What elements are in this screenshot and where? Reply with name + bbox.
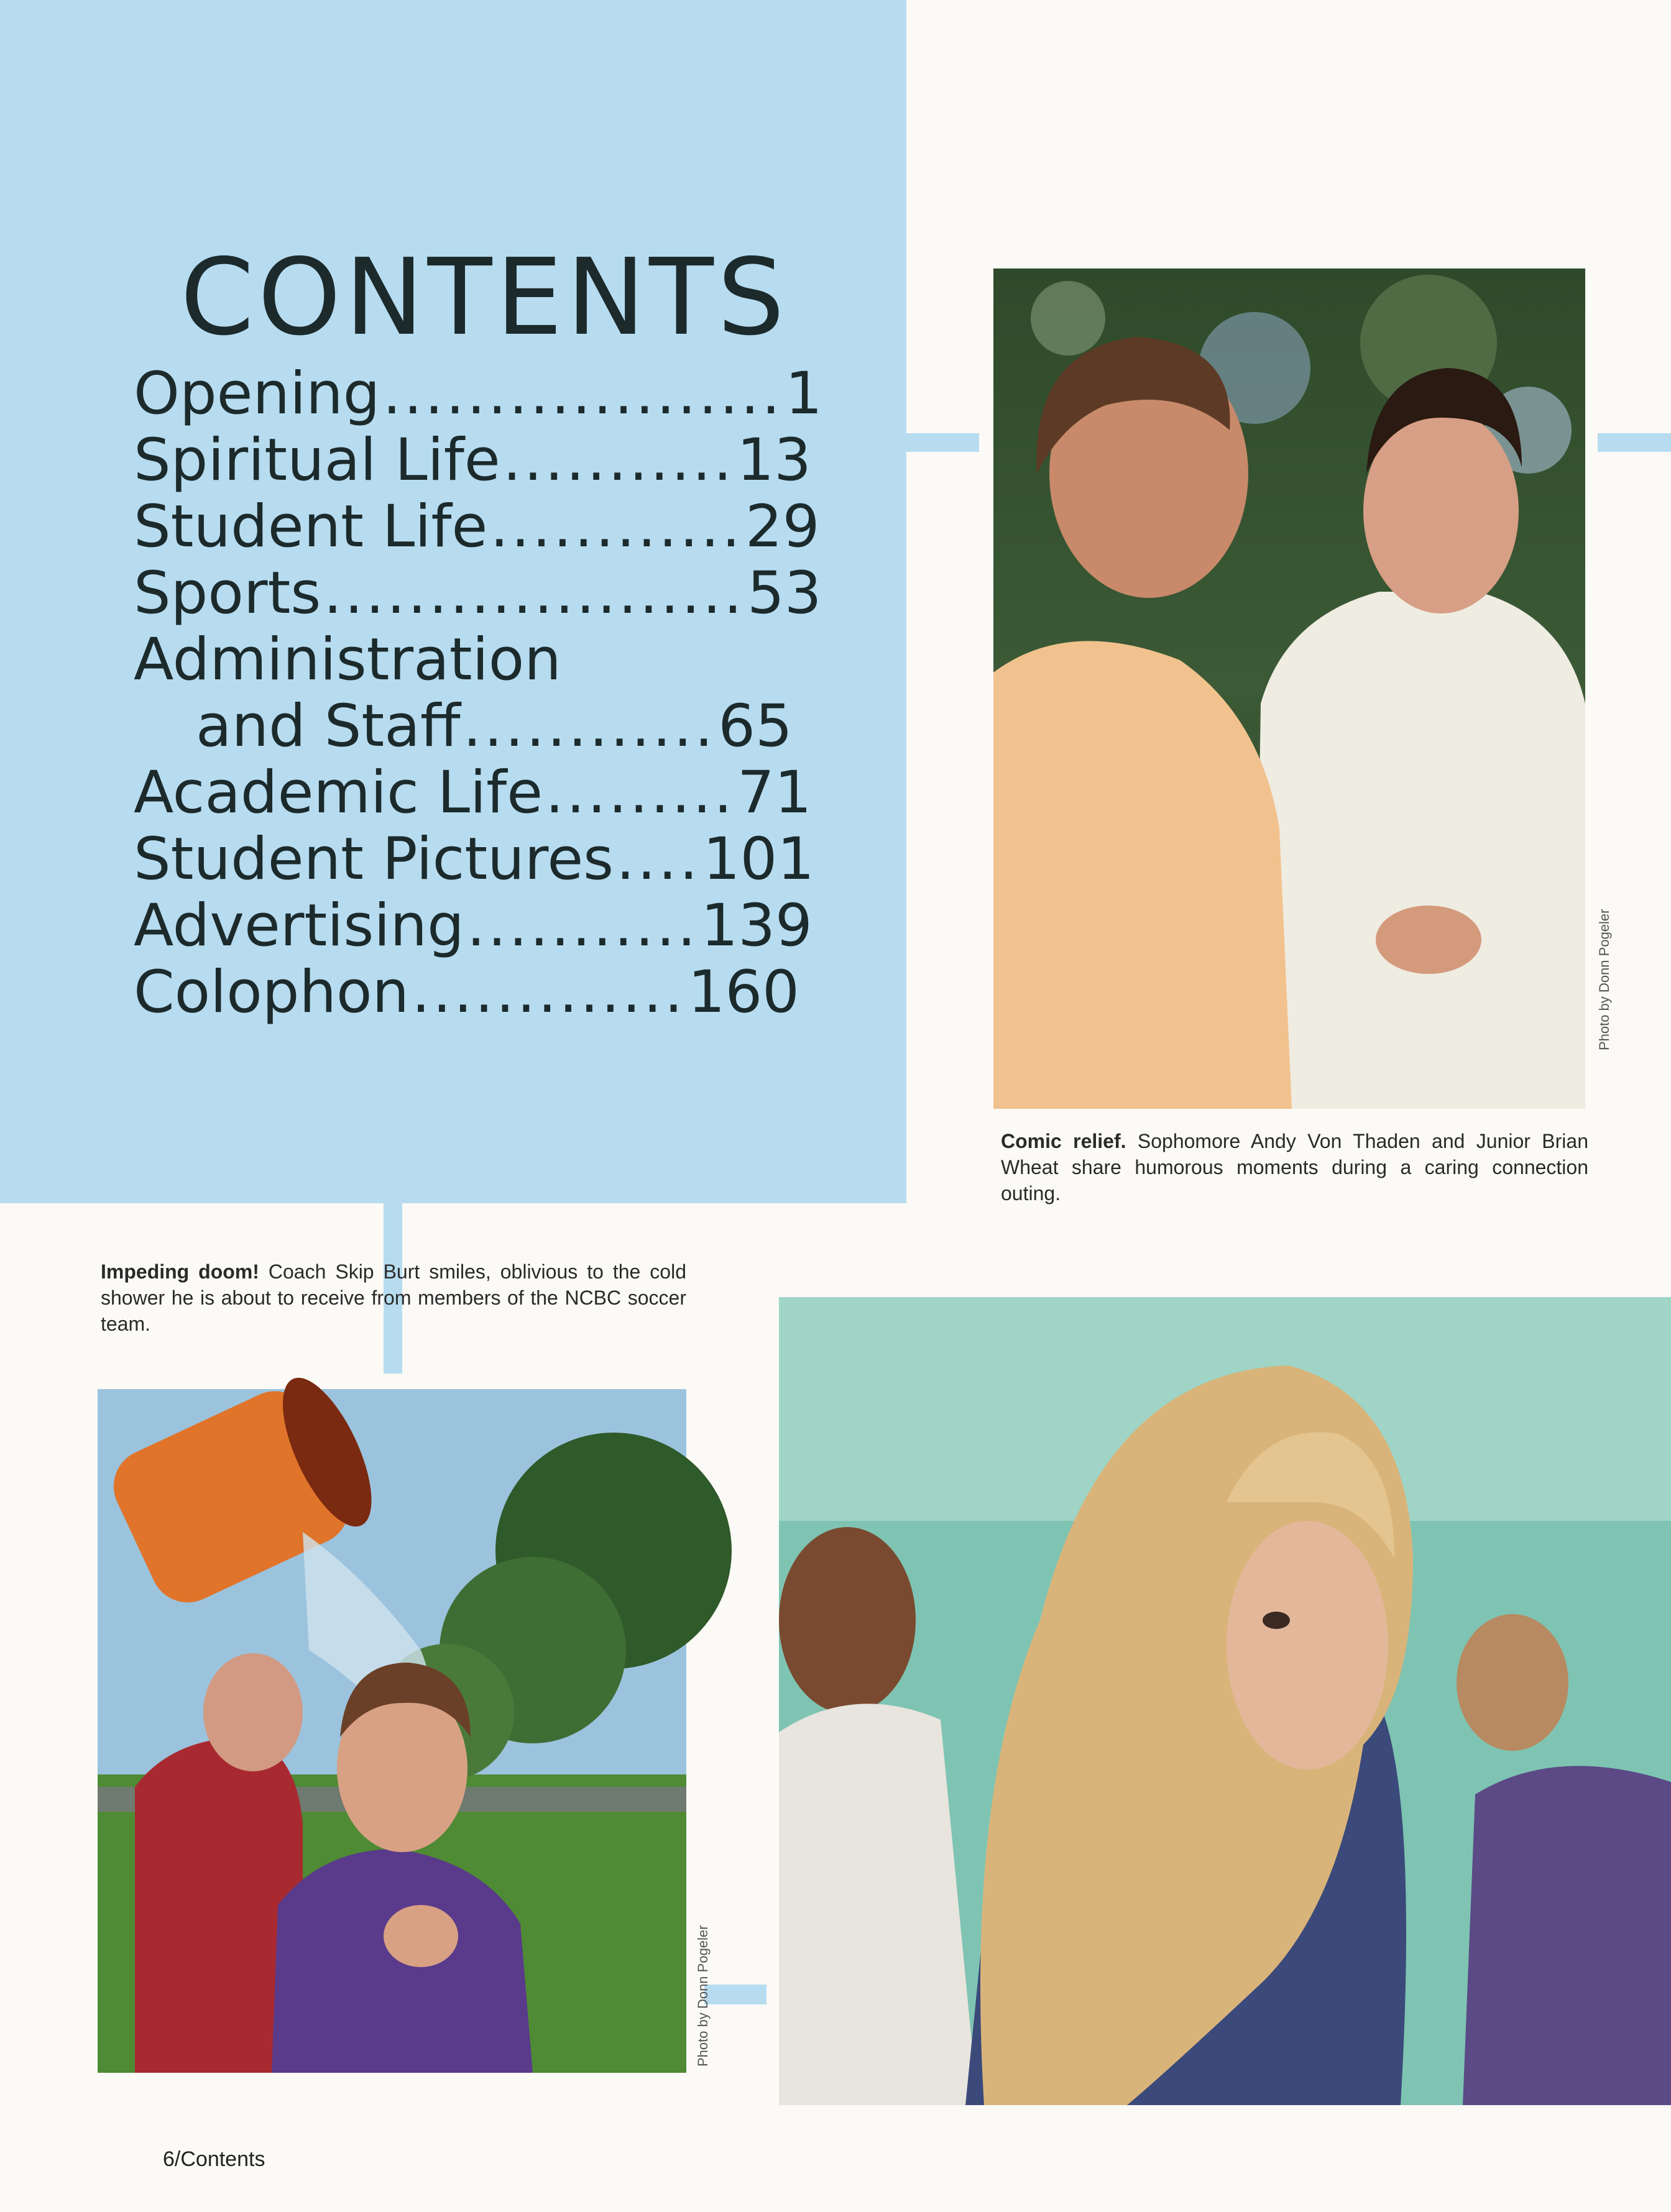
entry-label: Sports bbox=[134, 559, 321, 627]
contents-entry bbox=[134, 958, 799, 1026]
entry-leader: ........... bbox=[466, 892, 699, 960]
photo-credit-top: Photo by Donn Pogeler bbox=[1596, 909, 1612, 1050]
entry-leader: ............ bbox=[490, 493, 743, 561]
entry-label: Academic Life bbox=[134, 759, 543, 827]
contents-entry bbox=[134, 892, 812, 960]
entry-page: 1 bbox=[785, 360, 822, 428]
contents-entry bbox=[134, 426, 811, 494]
entry-label: Opening bbox=[134, 360, 380, 428]
entry-page: 65 bbox=[718, 692, 793, 760]
contents-list bbox=[134, 360, 822, 1026]
photo-student-crowd bbox=[779, 1297, 1671, 2105]
page-folio: 6/Contents bbox=[163, 2147, 265, 2171]
contents-entry bbox=[134, 825, 815, 893]
entry-label: Administration bbox=[134, 626, 561, 694]
caption-lead: Impeding doom! bbox=[101, 1260, 259, 1283]
caption-body: Sophomore Andy Von Thaden and Junior Brian Wheat share humorous moments during a caring connection outing. bbox=[1001, 1130, 1589, 1205]
caption-lead: Comic relief. bbox=[1001, 1130, 1126, 1152]
entry-page: 13 bbox=[737, 426, 811, 494]
entry-label: Student Pictures bbox=[134, 825, 614, 893]
accent-bar-left bbox=[903, 433, 979, 452]
entry-page: 160 bbox=[688, 958, 799, 1026]
entry-page: 101 bbox=[702, 825, 815, 893]
contents-entry bbox=[134, 692, 793, 760]
contents-entry bbox=[134, 493, 820, 561]
entry-leader: ............ bbox=[463, 692, 716, 760]
caption-impeding-doom bbox=[101, 1259, 686, 1337]
contents-entry bbox=[134, 360, 822, 428]
accent-bar-right bbox=[1598, 433, 1671, 452]
photo-impeding-doom bbox=[98, 1389, 686, 2073]
entry-label: Student Life bbox=[134, 493, 488, 561]
entry-label: Spiritual Life bbox=[134, 426, 500, 494]
entry-label: and Staff bbox=[196, 692, 461, 760]
entry-leader: .... bbox=[616, 825, 701, 893]
contents-entry bbox=[134, 759, 812, 827]
caption-body: Coach Skip Burt smiles, oblivious to the cold shower he is about to receive from members of the NCBC soccer team. bbox=[101, 1260, 687, 1335]
contents-title: CONTENTS bbox=[180, 236, 788, 359]
entry-leader: ........... bbox=[502, 426, 735, 494]
entry-leader: ......... bbox=[545, 759, 735, 827]
photo-credit-bottom: Photo by Donn Pogeler bbox=[695, 1925, 711, 2067]
entry-leader: ............. bbox=[412, 958, 686, 1026]
entry-page: 139 bbox=[701, 892, 812, 960]
entry-page: 53 bbox=[747, 559, 822, 627]
photo-comic-relief-image bbox=[993, 268, 1585, 1109]
entry-page: 29 bbox=[745, 493, 820, 561]
photo-comic-relief bbox=[993, 268, 1585, 1109]
entry-label: Advertising bbox=[134, 892, 464, 960]
entry-leader: .................... bbox=[323, 559, 745, 627]
entry-page: 71 bbox=[737, 759, 812, 827]
contents-entry bbox=[134, 559, 822, 627]
contents-entry bbox=[134, 626, 780, 693]
photo-impeding-doom-image bbox=[98, 1389, 686, 2073]
entry-leader: ................... bbox=[382, 360, 783, 428]
caption-comic-relief bbox=[1001, 1128, 1588, 1206]
accent-bar-small bbox=[704, 1985, 766, 2004]
entry-label: Colophon bbox=[134, 958, 410, 1026]
photo-student-crowd-image bbox=[779, 1297, 1671, 2105]
